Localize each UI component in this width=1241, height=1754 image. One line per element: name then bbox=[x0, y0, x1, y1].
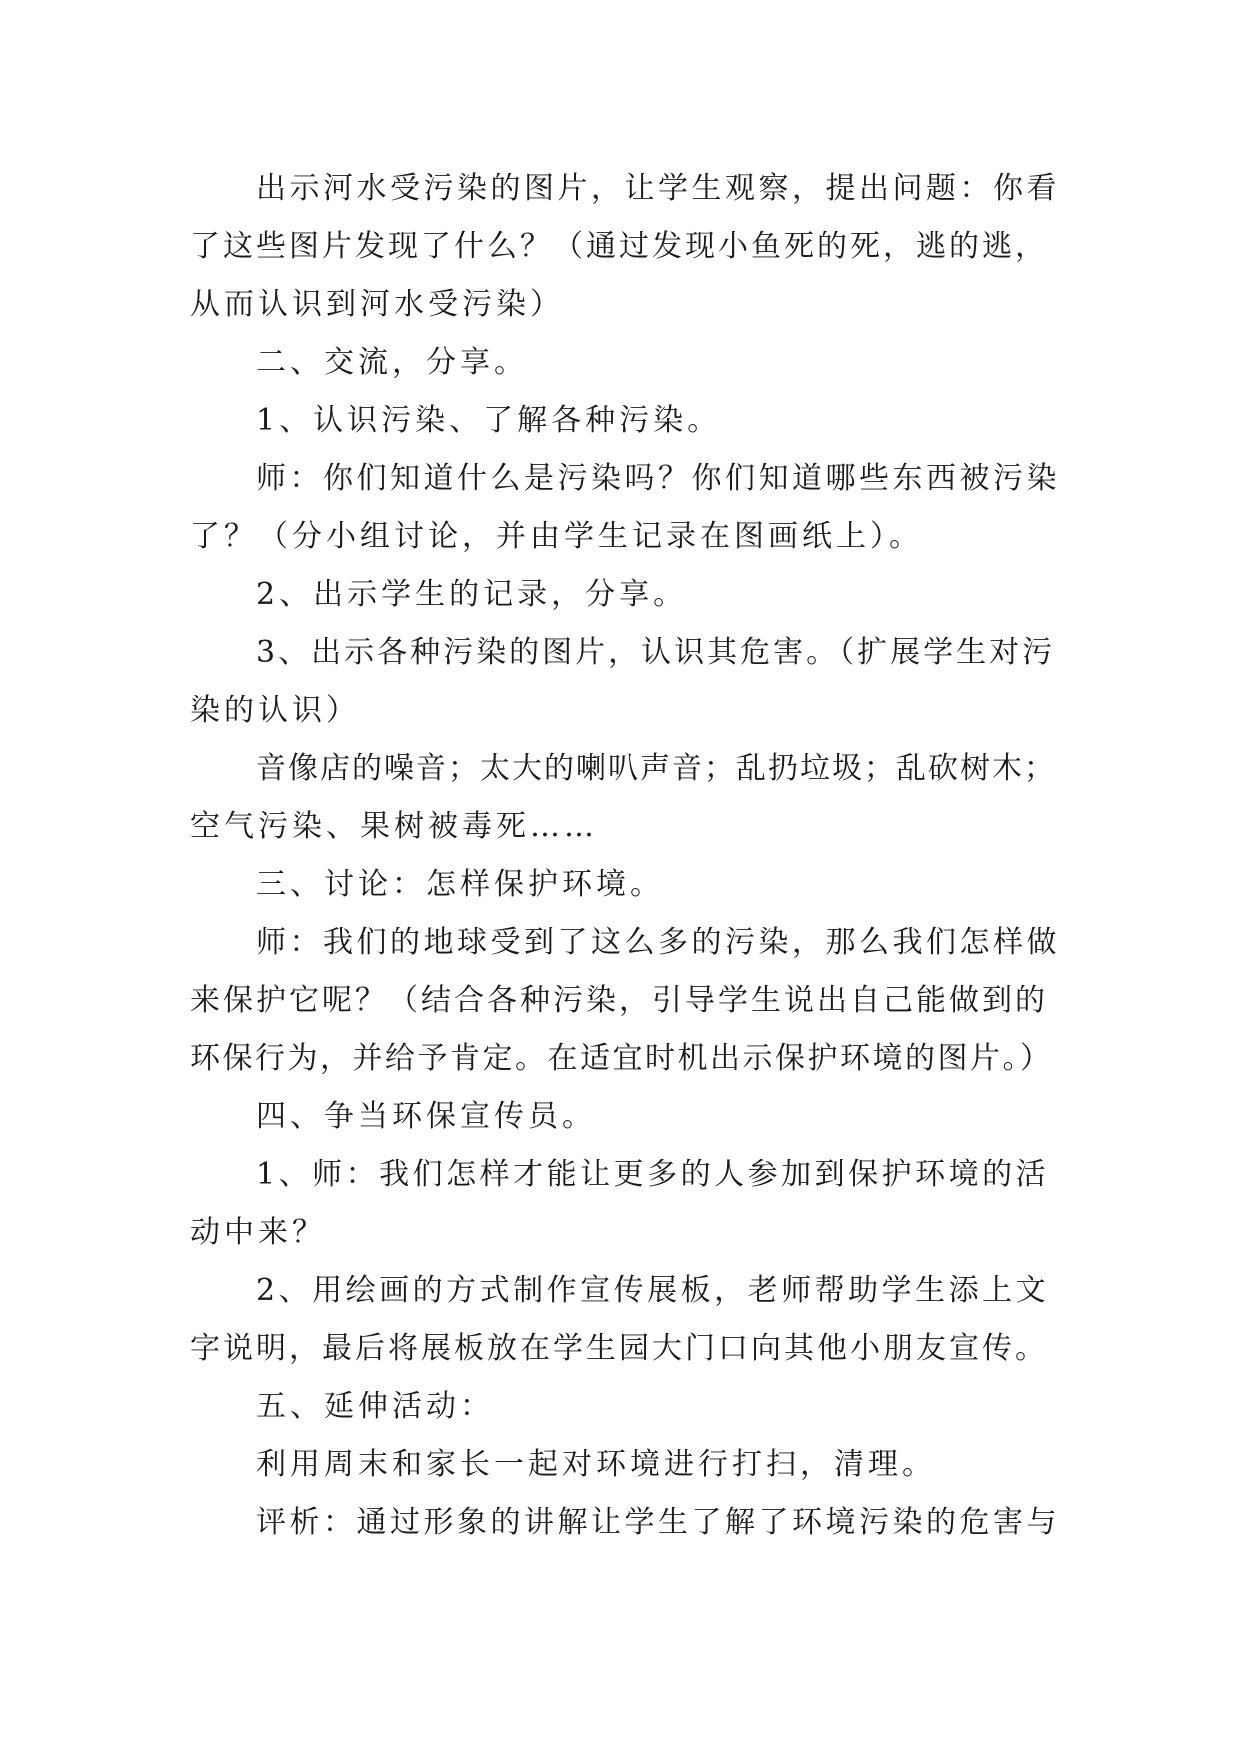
text-line: 2、出示学生的记录，分享。 bbox=[256, 577, 688, 612]
text-line: 了这些图片发现了什么？（通过发现小鱼死的死，逃的逃， bbox=[190, 229, 1048, 264]
text-line: 师：你们知道什么是污染吗？你们知道哪些东西被污染 bbox=[256, 461, 1060, 496]
text-line: 师：我们的地球受到了这么多的污染，那么我们怎样做 bbox=[256, 925, 1060, 960]
text-line: 从而认识到河水受污染） bbox=[190, 287, 564, 322]
text-line: 二、交流，分享。 bbox=[256, 345, 528, 380]
text-line: 1、认识污染、了解各种污染。 bbox=[256, 403, 722, 438]
text-line: 四、争当环保宣传员。 bbox=[256, 1099, 596, 1134]
text-line: 三、讨论：怎样保护环境。 bbox=[256, 867, 664, 902]
text-line: 五、延伸活动： bbox=[256, 1389, 494, 1424]
text-line: 音像店的噪音；太大的喇叭声音；乱扔垃圾；乱砍树木； bbox=[256, 751, 1056, 786]
text-line: 空气污染、果树被毒死…… bbox=[190, 809, 598, 844]
text-line: 出示河水受污染的图片，让学生观察，提出问题：你看 bbox=[256, 171, 1060, 206]
text-line: 3、出示各种污染的图片，认识其危害。（扩展学生对污 bbox=[256, 635, 1056, 670]
text-line: 利用周末和家长一起对环境进行打扫，清理。 bbox=[256, 1447, 936, 1482]
text-line: 评析：通过形象的讲解让学生了解了环境污染的危害与 bbox=[256, 1505, 1060, 1540]
text-line: 1、师：我们怎样才能让更多的人参加到保护环境的活 bbox=[256, 1157, 1050, 1192]
text-line: 环保行为，并给予肯定。在适宜时机出示保护环境的图片。） bbox=[190, 1041, 1053, 1076]
text-line: 字说明，最后将展板放在学生园大门口向其他小朋友宣传。 bbox=[190, 1331, 1048, 1366]
text-line: 来保护它呢？（结合各种污染，引导学生说出自己能做到的 bbox=[190, 983, 1048, 1018]
document-page bbox=[190, 160, 1060, 1552]
text-line: 染的认识） bbox=[190, 693, 360, 728]
text-line: 2、用绘画的方式制作宣传展板，老师帮助学生添上文 bbox=[256, 1273, 1050, 1308]
text-line: 动中来？ bbox=[190, 1215, 326, 1250]
text-line: 了？（分小组讨论，并由学生记录在图画纸上）。 bbox=[190, 519, 923, 554]
